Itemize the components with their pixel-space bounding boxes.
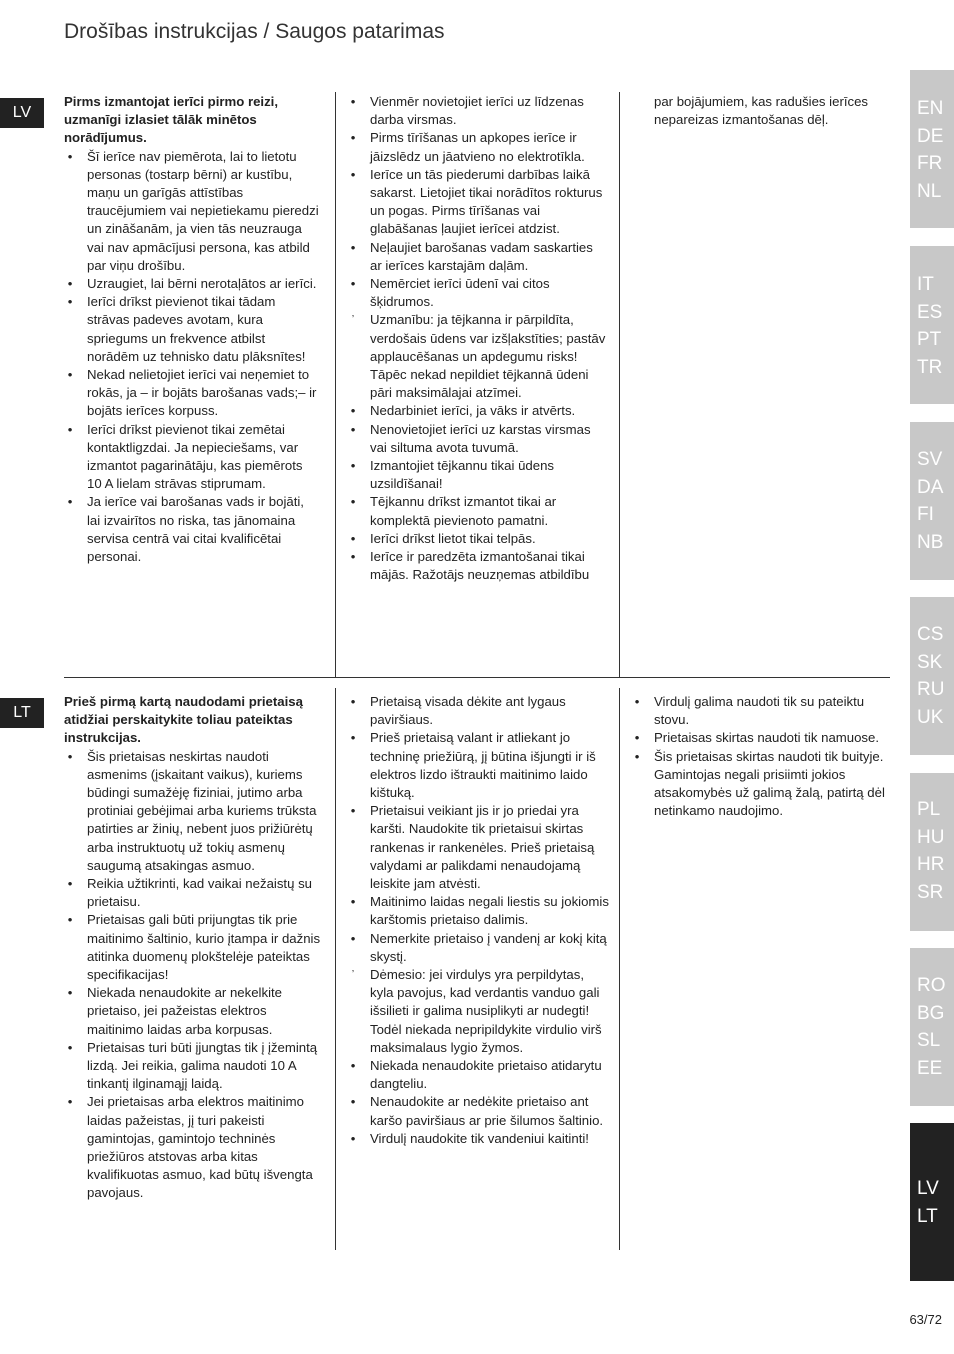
page-number: 63/72 bbox=[909, 1312, 942, 1327]
lv-column-2 bbox=[347, 93, 607, 584]
list-item: • Nekad nelietojiet ierīci vai neņemiet to rokās, ja – ir bojāts barošanas vads;– ir bojāts ierīces korpuss. bbox=[67, 367, 317, 419]
page-title: Drošības instrukcijas / Saugos patarimas bbox=[64, 20, 445, 43]
language-link-bg[interactable]: BG bbox=[917, 1002, 945, 1024]
language-group-lv-lt[interactable] bbox=[910, 1123, 954, 1281]
list-item: • Izmantojiet tējkannu tikai ūdens uzsildīšanai! bbox=[350, 458, 555, 492]
column-divider bbox=[335, 92, 336, 678]
section-divider bbox=[64, 677, 890, 678]
language-link-es[interactable]: ES bbox=[917, 301, 943, 323]
language-group-pl-hu-hr-sr[interactable] bbox=[910, 773, 954, 931]
list-item: • Šī ierīce nav piemērota, lai to lietotu personas (tostarp bērni) ar kustību, maņu un garīgās attīstības traucējumiem vai nepietiekamu pieredzi un zināšanām, ja vien tās neuzrauga vai nav apmācījusi persona, kas atbild par viņu drošību. bbox=[67, 148, 319, 273]
language-link-ru[interactable]: RU bbox=[917, 679, 945, 700]
warning-icon: ’ bbox=[351, 969, 355, 981]
section-lang-badge-lv: LV bbox=[0, 98, 44, 128]
language-link-hu[interactable]: HU bbox=[917, 826, 945, 848]
list-item: • Ja ierīce vai barošanas vads ir bojāti, lai izvairītos no riska, tas jānomaina servisa centrā vai citai kvalificētai personai. bbox=[67, 494, 304, 565]
list-item: • Ierīci drīkst pievienot tikai tādam strāvas padeves avotam, kura spriegums un frekvence atbilst norādēm uz tehnisko datu plāksnītes! bbox=[67, 294, 306, 364]
list-item: • Tējkannu drīkst izmantot tikai ar komplektā pievienoto pamatni. bbox=[350, 494, 557, 528]
list-item: • Nenovietojiet ierīci uz karstas virsmas vai siltuma avota tuvumā. bbox=[350, 421, 591, 455]
lt-intro: Prieš pirmą kartą naudodami prietaisą atidžiai perskaitykite toliau pateiktas instrukcijas. bbox=[64, 694, 303, 746]
lt-column-1 bbox=[64, 693, 324, 1203]
language-group-en-de-fr-nl[interactable] bbox=[910, 70, 954, 228]
language-link-de[interactable]: DE bbox=[917, 125, 944, 147]
list-item: • Prietaisas gali būti prijungtas tik prie maitinimo šaltinio, kurio įtampa ir dažnis atitinka duomenų plokštelėje pateiktas specifikacijas! bbox=[67, 912, 321, 983]
list-item: • Niekada nenaudokite prietaiso atidarytu dangteliu. bbox=[350, 1058, 602, 1092]
language-link-pt[interactable]: PT bbox=[917, 329, 942, 350]
language-link-cs[interactable]: CS bbox=[917, 624, 944, 645]
language-link-pl[interactable]: PL bbox=[917, 799, 941, 820]
list-item: • Nemērciet ierīci ūdenī vai citos šķidrumos. bbox=[350, 276, 550, 310]
list-item: • Virdulį naudokite tik vandeniui kaitinti! bbox=[350, 1130, 589, 1146]
language-link-tr[interactable]: TR bbox=[917, 356, 943, 378]
list-item: • Ierīce ir paredzēta izmantošanai tikai mājās. Ražotājs neuzņemas atbildību bbox=[350, 549, 590, 583]
list-item: • Reikia užtikrinti, kad vaikai nežaistų su prietaisu. bbox=[67, 876, 313, 910]
lv-intro: Pirms izmantojat ierīci pirmo reizi, uzmanīgi izlasiet tālāk minētos norādījumus. bbox=[64, 94, 278, 146]
list-item: • Prietaisas skirtas naudoti tik namuose. bbox=[634, 730, 880, 746]
list-item: • Pirms tīrīšanas un apkopes ierīce ir jāizslēdz un jāatvieno no elektrotīkla. bbox=[350, 130, 585, 164]
language-link-nl[interactable]: NL bbox=[917, 180, 942, 202]
language-link-lt[interactable]: LT bbox=[917, 1205, 938, 1227]
section-lang-badge-lt: LT bbox=[0, 698, 44, 728]
lt-column-3 bbox=[631, 693, 889, 820]
language-link-fi[interactable]: FI bbox=[917, 504, 934, 525]
list-item: • Jei prietaisas arba elektros maitinimo laidas pažeistas, jį turi pakeisti gamintojas, gamintojo techninės priežiūros atstovas arba kitas kvalifikuotas asmuo, kad būtų išvengta pavojaus. bbox=[67, 1094, 313, 1201]
list-item: • Prietaisą visada dėkite ant lygaus paviršiaus. bbox=[350, 694, 566, 728]
language-group-sv-da-fi-nb[interactable] bbox=[910, 422, 954, 580]
lv-column-3 bbox=[654, 93, 888, 129]
list-item: • Šis prietaisas neskirtas naudoti asmenims (įskaitant vaikus), kuriems būdingi sumažėję fiziniai, jutimo arba protiniai gebėjimai arba kuriems trūksta patirties ar žinių, nebent juos prižiūrėtų arba instruktuotų už tokių asmenų saugumą atsakingas asmuo. bbox=[67, 748, 317, 873]
language-link-lv[interactable]: LV bbox=[917, 1178, 939, 1199]
list-item: • Nemerkite prietaiso į vandenį ar kokį kitą skystį. bbox=[350, 930, 607, 964]
language-link-sk[interactable]: SK bbox=[917, 651, 943, 673]
list-item: • Ierīci drīkst lietot tikai telpās. bbox=[350, 530, 536, 546]
list-item: • Maitinimo laidas negali liestis su jokiomis karštomis prietaiso dalimis. bbox=[350, 894, 609, 928]
list-item: • Nenaudokite ar nedėkite prietaiso ant karšo paviršiaus ar prie šilumos šaltinio. bbox=[350, 1094, 604, 1128]
language-link-sl[interactable]: SL bbox=[917, 1030, 941, 1051]
language-link-en[interactable]: EN bbox=[917, 98, 944, 119]
list-item: • Prieš prietaisą valant ir atliekant jo techninę priežiūrą, jį būtina išjungti ir iš elektros lizdo ištraukti maitinimo laido kištuką. bbox=[350, 730, 596, 801]
list-item: • Uzraugiet, lai bērni nerotaļātos ar ierīci. bbox=[67, 276, 317, 292]
list-item: • Nedarbiniet ierīci, ja vāks ir atvērts. bbox=[350, 403, 576, 419]
list-item: • Šis prietaisas skirtas naudoti tik buityje. Gamintojas negali prisiimti jokios atsakomybės už galimą žalą, patirtą dėl netinkamo naudojimo. bbox=[634, 748, 885, 819]
language-link-da[interactable]: DA bbox=[917, 476, 944, 498]
language-link-sv[interactable]: SV bbox=[917, 449, 943, 470]
lv-continuation-text: par bojājumiem, kas radušies ierīces nepareizas izmantošanas dēļ. bbox=[654, 94, 869, 128]
language-link-hr[interactable]: HR bbox=[917, 854, 945, 875]
warning-item: ’ Uzmanību: ja tējkanna ir pārpildīta, verdošais ūdens var izšļakstīties; pastāv applaucēšanas un apdegumu risks! Tāpēc nekad nepildiet tējkannā ūdeni pāri maksimālajai atzīmei. bbox=[347, 311, 607, 402]
list-item: • Niekada nenaudokite ar nekelkite prietaiso, jei pažeistas elektros maitinimo laidas arba korpusas. bbox=[67, 985, 283, 1037]
column-divider bbox=[335, 688, 336, 1250]
language-link-it[interactable]: IT bbox=[917, 274, 934, 295]
lv-column-1 bbox=[64, 93, 320, 566]
column-divider bbox=[619, 92, 620, 678]
list-item: • Prietaisui veikiant jis ir jo priedai yra karšti. Naudokite tik prietaisui skirtas rankenas ir rankenėles. Prieš prietaisą valydami ar palikdami nenaudojamą leiskite jam atvėsti. bbox=[350, 803, 595, 892]
warning-icon: ’ bbox=[351, 314, 355, 326]
language-link-uk[interactable]: UK bbox=[917, 706, 944, 728]
language-link-ee[interactable]: EE bbox=[917, 1057, 943, 1079]
language-link-ro[interactable]: RO bbox=[917, 975, 946, 996]
language-link-nb[interactable]: NB bbox=[917, 531, 944, 553]
language-group-ro-bg-sl-ee[interactable] bbox=[910, 948, 954, 1106]
list-item: • Prietaisas turi būti įjungtas tik į įžemintą lizdą. Jei reikia, galima naudoti 10 A tinkantį ilginamąjį laidą. bbox=[67, 1039, 318, 1092]
list-item: • Vienmēr novietojiet ierīci uz līdzenas darba virsmas. bbox=[350, 94, 584, 128]
language-group-it-es-pt-tr[interactable] bbox=[910, 246, 954, 404]
warning-item: ’ Dėmesio: jei virdulys yra perpildytas, kyla pavojus, kad verdantis vanduo gali išsilieti ir galima nusiplikyti ar nudegti! Todėl niekada nepripildykite virdulio virš maksimalaus lygio žymos. bbox=[347, 966, 609, 1057]
list-item: • Neļaujiet barošanas vadam saskarties ar ierīces karstajām daļām. bbox=[350, 239, 593, 273]
language-link-fr[interactable]: FR bbox=[917, 153, 943, 174]
list-item: • Ierīci drīkst pievienot tikai zemētai kontaktligzdai. Ja nepieciešams, var izmantot pagarinātāju, kas piemērots 10 A lielam strāvas stiprumam. bbox=[67, 421, 303, 492]
column-divider bbox=[619, 688, 620, 1250]
list-item: • Virdulį galima naudoti tik su pateiktu stovu. bbox=[634, 694, 865, 728]
list-item: • Ierīce un tās piederumi darbības laikā sakarst. Lietojiet tikai norādītos rokturus un pogas. Pirms tīrīšanas vai glabāšanas ļaujiet ierīcei atdzist. bbox=[350, 166, 603, 237]
lt-column-2 bbox=[347, 693, 609, 1148]
language-group-cs-sk-ru-uk[interactable] bbox=[910, 597, 954, 755]
language-link-sr[interactable]: SR bbox=[917, 881, 944, 903]
